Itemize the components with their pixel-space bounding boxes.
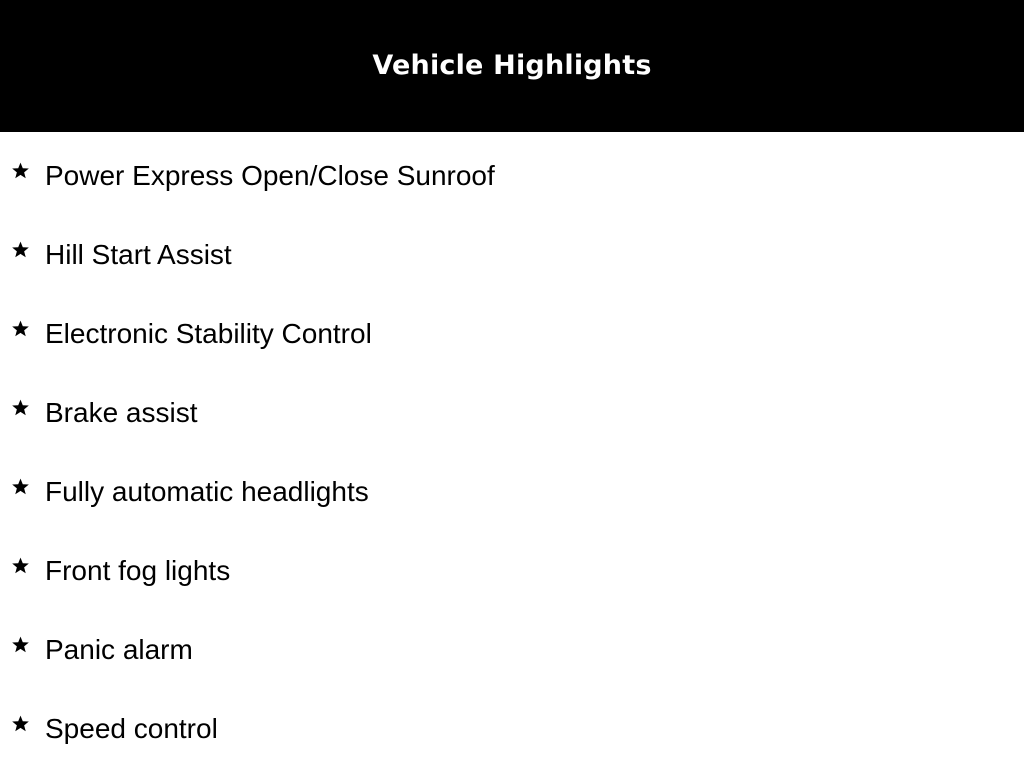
- list-item: [0, 312, 1024, 352]
- highlight-label: Power Express Open/Close Sunroof: [45, 160, 495, 191]
- star-icon: [11, 240, 30, 259]
- page-title: Vehicle Highlights: [372, 50, 652, 81]
- star-icon: [11, 161, 30, 180]
- highlight-label: Front fog lights: [45, 555, 231, 586]
- highlight-label: Hill Start Assist: [45, 239, 232, 270]
- list-item: [0, 707, 1024, 747]
- list-item: [0, 391, 1024, 431]
- list-item: [0, 233, 1024, 273]
- highlight-label: Speed control: [45, 713, 218, 744]
- list-item: [0, 628, 1024, 668]
- highlight-label: Fully automatic headlights: [45, 476, 369, 507]
- highlight-label: Brake assist: [45, 397, 198, 428]
- list-item: [0, 470, 1024, 510]
- list-item: [0, 154, 1024, 194]
- highlight-label: Panic alarm: [45, 634, 193, 665]
- highlight-label: Electronic Stability Control: [45, 318, 372, 349]
- star-icon: [11, 319, 30, 338]
- star-icon: [11, 635, 30, 654]
- star-icon: [11, 714, 30, 733]
- star-icon: [11, 556, 30, 575]
- star-icon: [11, 477, 30, 496]
- list-item: [0, 549, 1024, 589]
- star-icon: [11, 398, 30, 417]
- header-banner: [0, 0, 1024, 132]
